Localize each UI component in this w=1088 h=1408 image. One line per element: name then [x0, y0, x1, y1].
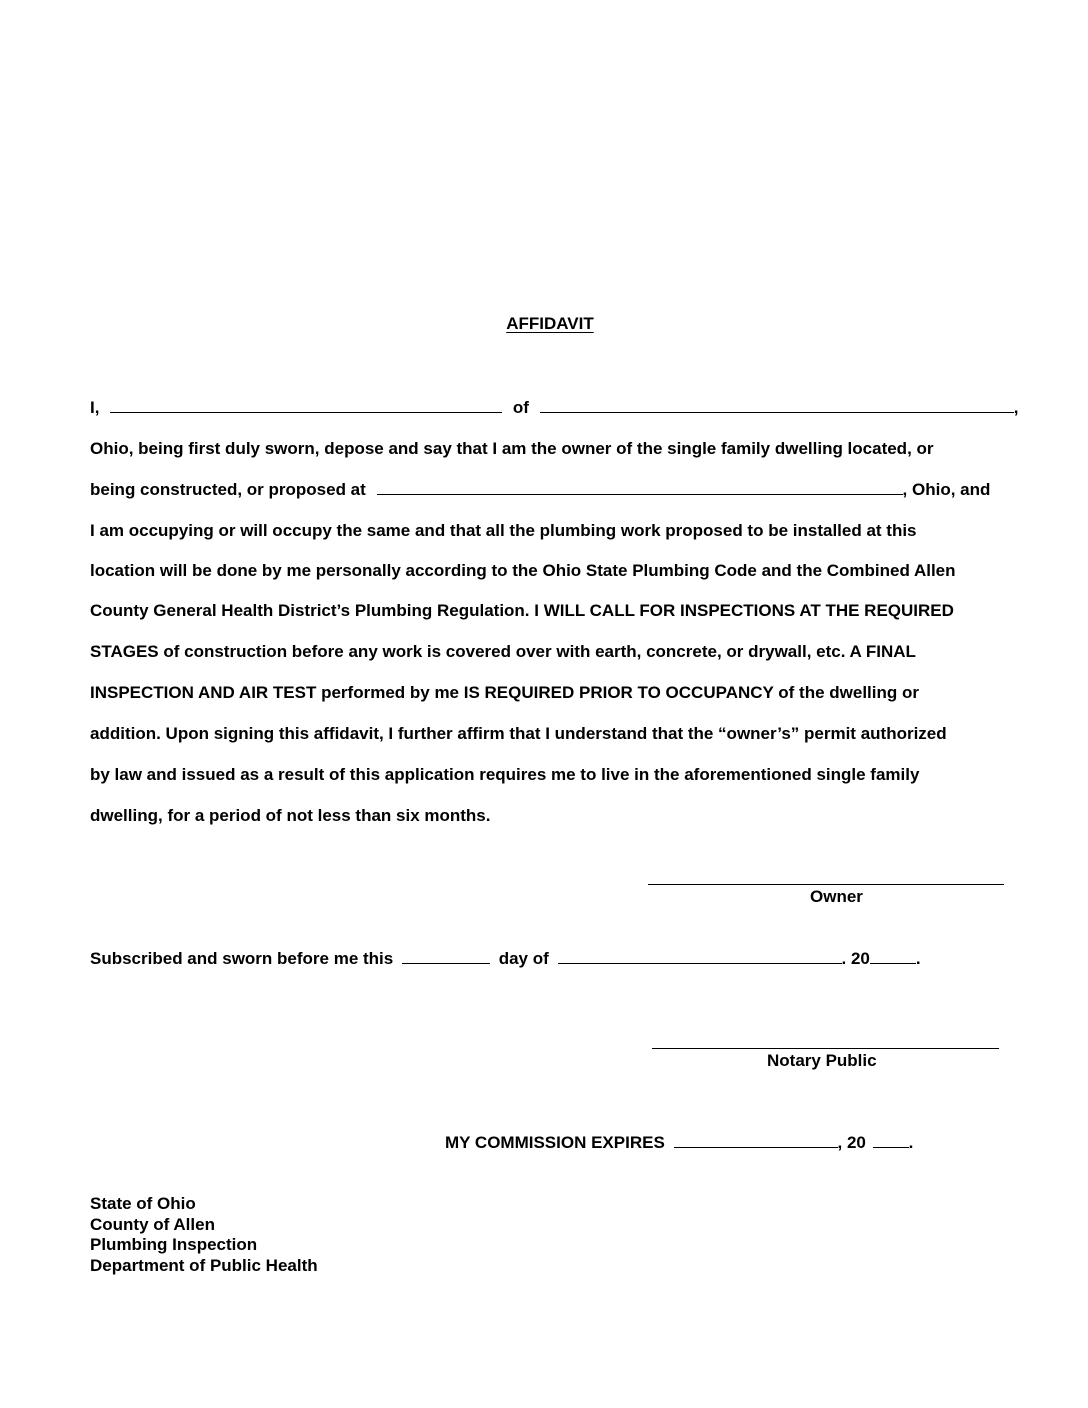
property-address-suffix: , Ohio, and	[902, 480, 991, 499]
body-line-9: addition. Upon signing this affidavit, I further affirm that I understand that the “owner’s” permit authorized	[90, 724, 947, 743]
affiant-location-field[interactable]	[540, 398, 1014, 413]
property-address-field[interactable]	[377, 480, 903, 495]
body-line-5: location will be done by me personally according to the Ohio State Plumbing Code and the Combined Allen	[90, 561, 956, 580]
footer-county: County of Allen	[90, 1215, 215, 1234]
footer-department-plumbing: Plumbing Inspection	[90, 1235, 258, 1254]
affiant-name-field[interactable]	[110, 398, 502, 413]
commission-date-field[interactable]	[674, 1133, 838, 1148]
commission-prefix: MY COMMISSION EXPIRES	[445, 1133, 665, 1152]
notary-signature-line[interactable]	[652, 1048, 999, 1049]
commission-suffix: .	[908, 1133, 914, 1152]
commission-year-field[interactable]	[873, 1133, 909, 1148]
affiant-line	[90, 398, 1018, 418]
owner-label: Owner	[810, 887, 863, 906]
subscribed-month-field[interactable]	[558, 949, 842, 964]
subscribed-year-prefix: . 20	[841, 949, 870, 968]
body-line-6: County General Health District’s Plumbing Regulation. I WILL CALL FOR INSPECTIONS AT THE REQUIRED	[90, 601, 954, 620]
subscribed-line	[90, 949, 921, 969]
notary-label: Notary Public	[767, 1051, 877, 1070]
property-address-line	[90, 480, 990, 500]
body-line-7: STAGES of construction before any work is covered over with earth, concrete, or drywall, etc. A FINAL	[90, 642, 916, 661]
body-line-10: by law and issued as a result of this application requires me to live in the aforementioned single family	[90, 765, 920, 784]
affiant-comma: ,	[1013, 398, 1019, 417]
subscribed-year-field[interactable]	[870, 949, 916, 964]
footer-department-health: Department of Public Health	[90, 1256, 318, 1275]
document-title: AFFIDAVIT	[506, 314, 594, 333]
subscribed-day-field[interactable]	[402, 949, 490, 964]
commission-year-prefix: , 20	[837, 1133, 866, 1152]
subscribed-prefix: Subscribed and sworn before me this	[90, 949, 394, 968]
commission-line	[445, 1133, 913, 1153]
body-line-2: Ohio, being first duly sworn, depose and say that I am the owner of the single family dwelling located, or	[90, 439, 934, 458]
body-line-4: I am occupying or will occupy the same and that all the plumbing work proposed to be installed at this	[90, 521, 917, 540]
body-line-8: INSPECTION AND AIR TEST performed by me IS REQUIRED PRIOR TO OCCUPANCY of the dwelling or	[90, 683, 919, 702]
body-line-11: dwelling, for a period of not less than six months.	[90, 806, 491, 825]
affiant-prefix: I,	[90, 398, 100, 417]
subscribed-day-of-label: day of	[498, 949, 549, 968]
property-address-prefix: being constructed, or proposed at	[90, 480, 366, 499]
owner-signature-line[interactable]	[648, 884, 1004, 885]
subscribed-suffix: .	[915, 949, 921, 968]
affiant-of-label: of	[512, 398, 529, 417]
footer-state: State of Ohio	[90, 1194, 196, 1213]
